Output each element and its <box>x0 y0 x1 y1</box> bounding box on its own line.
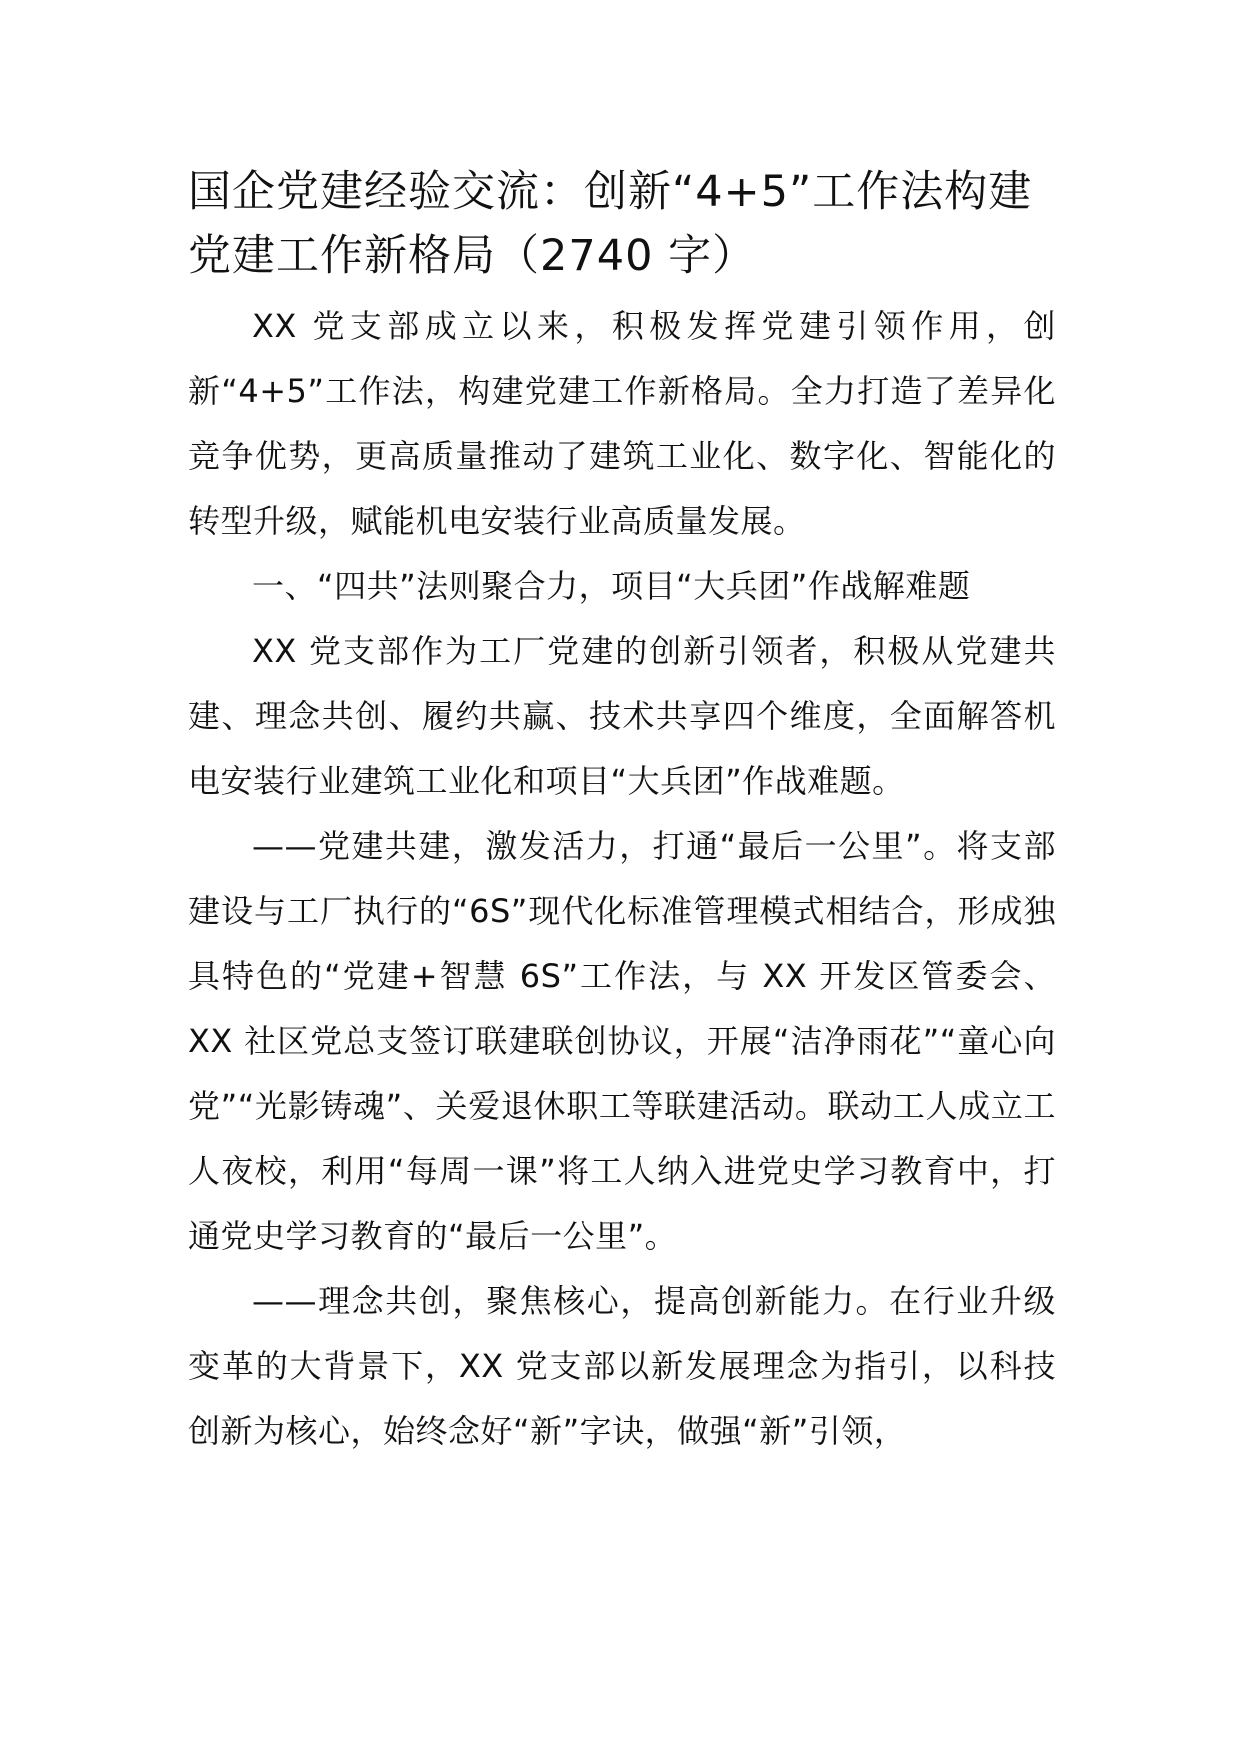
section-heading-1: 一、“四共”法则聚合力，项目“大兵团”作战解难题 <box>252 567 971 605</box>
concept-creation-paragraph: ——理念共创，聚焦核心，提高创新能力。在行业升级变革的大背景下，XX 党支部以新发展理念为指引，以科技创新为核心，始终念好“新”字诀，做强“新”引领， <box>188 1282 1056 1450</box>
intro-paragraph: XX 党支部成立以来，积极发挥党建引领作用，创新“4+5”工作法，构建党建工作新格局。全力打造了差异化竞争优势，更高质量推动了建筑工业化、数字化、智能化的转型升级，赋能机电安装行业高质量发展。 <box>188 307 1056 540</box>
section-1-paragraph: XX 党支部作为工厂党建的创新引领者，积极从党建共建、理念共创、履约共赢、技术共享四个维度，全面解答机电安装行业建筑工业化和项目“大兵团”作战难题。 <box>188 632 1056 800</box>
document-title: 国企党建经验交流：创新“4+5”工作法构建党建工作新格局（2740 字） <box>188 167 1033 281</box>
document-page <box>188 160 1056 1464</box>
party-building-paragraph: ——党建共建，激发活力，打通“最后一公里”。将支部建设与工厂执行的“6S”现代化标准管理模式相结合，形成独具特色的“党建+智慧 6S”工作法，与 XX 开发区管委会、XX 社区党总支签订联建联创协议，开展“洁净雨花”“童心向党”“光影铸魂”、关爱退休职工等联建活动。联动工人成立工人夜校，利用“每周一课”将工人纳入进党史学习教育中，打通党史学习教育的“最后一公里”。 <box>188 827 1056 1255</box>
